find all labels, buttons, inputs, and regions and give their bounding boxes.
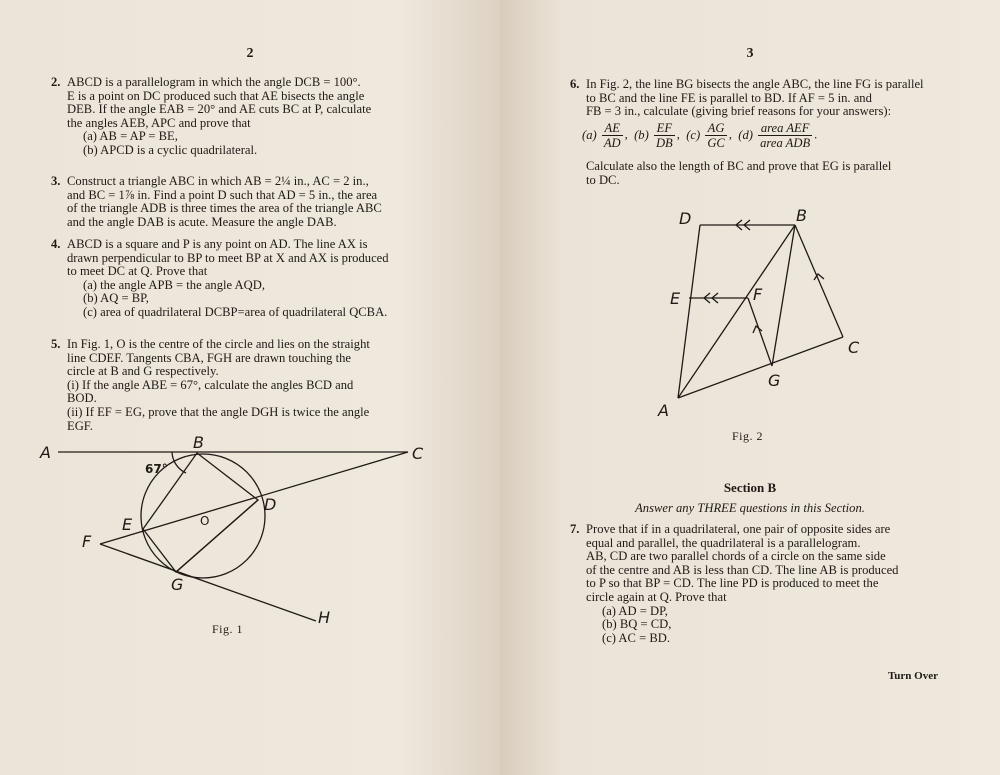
question-2: 2. ABCD is a parallelogram in which the angle DCB = 100°. E is a point on DC produced such that AE bisects the angle DEB. If the angle EAB = 20° and AE cuts BC at P, calculate the angles AEB, APC and prove that (a) AB = AP = BE, (b) APCD is a cyclic quadrilateral. — [51, 75, 372, 157]
line-bc — [795, 225, 843, 337]
section-title: Section B — [723, 480, 777, 495]
label-C: C — [412, 444, 424, 463]
tangent-line-fgh — [100, 544, 316, 621]
fraction-b: $\frac{EF}{DB}$ — [655, 121, 673, 150]
label-F: F — [82, 532, 92, 551]
question-6-fractions: (a) $\frac{AE}{AD}$ , (b) $\frac{EF}{DB}$ , (c) $\frac{AG}{GC}$ , (d) $\frac{\text{area AEF}}{\text{area ADB}}$ . — [582, 121, 818, 150]
line-ad — [678, 225, 700, 398]
label-G: G — [768, 371, 781, 390]
question-6: 6. In Fig. 2, the line BG bisects the angle ABC, the line FG is parallel to BC and the line FE is parallel to BD. If AF = 5 in. and FB = 3 in., calculate (giving brief reasons for your answers): — [570, 77, 924, 119]
label-F: F — [753, 285, 763, 304]
question-3: 3. Construct a triangle ABC in which AB = 2¼ in., AC = 2 in., and BC = 1⅞ in. Find a point D such that AD = 5 in., the area of the triangle ADB is three times the area of the triangle ABC and the angle DAB is acute. Measure the angle DAB. — [51, 174, 382, 229]
fraction-d: $\frac{\text{area AEF}}{\text{area ADB}}$ — [760, 121, 811, 150]
fraction-a: $\frac{AE}{AD}$ — [603, 121, 621, 150]
arrow-bc — [814, 274, 824, 280]
label-B: B — [193, 433, 204, 452]
angle-arc — [172, 452, 186, 473]
label-E: E — [670, 289, 681, 308]
figure-2-diagram — [500, 190, 1000, 430]
section-instruction: Answer any THREE questions in this Section. — [635, 501, 865, 515]
page-number: 3 — [746, 46, 754, 61]
label-G: G — [171, 575, 184, 594]
question-4: 4. ABCD is a square and P is any point on AD. The line AX is drawn perpendicular to BP to meet BP at X and AX is produced to meet DC at Q. Prove that (a) the angle APB = the angle AQD, (b) AQ = BP, (c) area of quadrilateral DCBP=area of quadrilateral QCBA. — [51, 237, 389, 319]
figure-2-caption: Fig. 2 — [732, 429, 764, 443]
label-O: O — [200, 514, 210, 528]
question-7: 7. Prove that if in a quadrilateral, one pair of opposite sides are equal and parallel, the quadrilateral is a parallelogram. AB, CD are two parallel chords of a circle on the same side of the centre and AB is less than CD. The line AB is produced to P so that BP = CD. The line PD is produced to meet the circle again at Q. Prove that (a) AD = DP, (b) BQ = CD, (c) AC = BD. — [570, 522, 899, 645]
label-D: D — [264, 495, 277, 514]
figure-1-diagram — [0, 435, 500, 635]
label-H: H — [318, 608, 331, 627]
label-E: E — [122, 515, 133, 534]
line-fg — [748, 298, 772, 366]
turn-over-note: Turn Over — [887, 670, 938, 682]
question-5: 5. In Fig. 1, O is the centre of the circle and lies on the straight line CDEF. Tangents CBA, FGH are drawn touching the circle at B and G respectively. (i) If the angle ABE = 67°, calculate the angles BCD and BOD. (ii) If EF = EG, prove that the angle DGH is twice the angle EGF. — [51, 337, 370, 433]
line-ac — [678, 337, 843, 398]
line-bg — [772, 225, 795, 366]
label-C: C — [848, 338, 860, 357]
question-6-followup: Calculate also the length of BC and prove that EG is parallel to DC. — [586, 159, 892, 187]
figure-1-caption: Fig. 1 — [212, 622, 244, 636]
label-B: B — [796, 206, 807, 225]
label-A: A — [40, 443, 51, 462]
label-angle: 67° — [145, 462, 168, 476]
fraction-c: $\frac{AG}{GC}$ — [707, 121, 725, 150]
right-page — [500, 0, 1000, 775]
page-number: 2 — [246, 46, 254, 61]
label-A: A — [658, 401, 669, 420]
label-D: D — [679, 209, 692, 228]
